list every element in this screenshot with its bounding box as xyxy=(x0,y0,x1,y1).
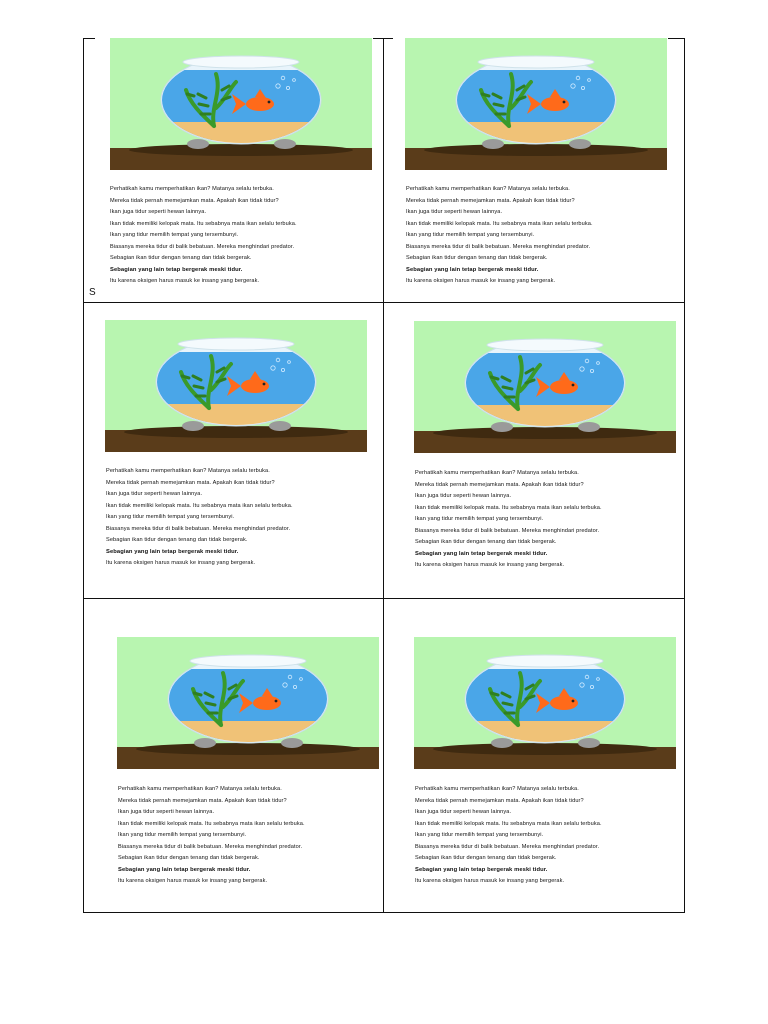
card-text-line: Ikan tidak memiliki kelopak mata. Itu sebabnya mata ikan selalu terbuka. xyxy=(415,504,602,511)
card-text-line: Itu karena oksigen harus masuk ke insang yang bergerak. xyxy=(406,278,556,284)
card-text xyxy=(415,784,602,888)
card-text-line: Sebagian ikan tidur dengan tenang dan tidak bergerak. xyxy=(415,539,557,545)
stone xyxy=(482,139,504,149)
card-text-line: Perhatikah kamu memperhatikan ikan? Matanya selalu terbuka. xyxy=(118,786,282,792)
table-shadow xyxy=(129,144,353,156)
card-text-line: Sebagian yang lain tetap bergerak meski tidur. xyxy=(118,866,251,873)
card-text-line: Ikan yang tidur memilih tempat yang tersembunyi. xyxy=(415,832,544,838)
card-text-line: Itu karena oksigen harus masuk ke insang yang bergerak. xyxy=(415,878,565,884)
goldfish-body xyxy=(550,380,578,394)
goldfish-eye xyxy=(572,700,575,703)
card-text-line: Ikan tidak memiliki kelopak mata. Itu sebabnya mata ikan selalu terbuka. xyxy=(118,820,305,827)
card-text-line: Biasanya mereka tidur di balik bebatuan. Mereka menghindari predator. xyxy=(415,843,600,850)
goldfish-eye xyxy=(563,101,566,104)
card-text-line: Sebagian ikan tidur dengan tenang dan tidak bergerak. xyxy=(406,255,548,261)
grid-border-bottom xyxy=(83,912,685,913)
card-text-line: Sebagian yang lain tetap bergerak meski tidur. xyxy=(406,266,539,273)
card-text-line: Mereka tidak pernah memejamkan mata. Apakah ikan tidak tidur? xyxy=(415,481,584,488)
table-shadow xyxy=(136,743,360,755)
bowl-rim xyxy=(183,56,299,68)
bowl-rim xyxy=(487,339,603,351)
card-text-line: Ikan tidak memiliki kelopak mata. Itu sebabnya mata ikan selalu terbuka. xyxy=(110,220,297,227)
stone xyxy=(578,422,600,432)
goldfish-body xyxy=(246,97,274,111)
bowl-rim xyxy=(190,655,306,667)
card-text xyxy=(406,184,593,288)
card-text xyxy=(110,184,297,288)
card-text-line: Ikan juga tidur seperti hewan lainnya. xyxy=(415,809,512,815)
goldfish-bowl-illustration xyxy=(414,637,676,769)
stone xyxy=(491,738,513,748)
goldfish-bowl-illustration xyxy=(117,637,379,769)
goldfish-bowl-illustration xyxy=(110,38,372,170)
card-text-line: Sebagian ikan tidur dengan tenang dan tidak bergerak. xyxy=(118,855,260,861)
card-text xyxy=(415,468,602,572)
card-text-line: Biasanya mereka tidur di balik bebatuan. Mereka menghindari predator. xyxy=(415,527,600,534)
goldfish-eye xyxy=(572,384,575,387)
stone xyxy=(281,738,303,748)
goldfish-bowl-illustration xyxy=(405,38,667,170)
goldfish-body xyxy=(541,97,569,111)
stone xyxy=(569,139,591,149)
card-text-line: Sebagian ikan tidur dengan tenang dan tidak bergerak. xyxy=(106,537,248,543)
goldfish-bowl-illustration xyxy=(414,321,676,453)
card-text-line: Mereka tidak pernah memejamkan mata. Apakah ikan tidak tidur? xyxy=(118,797,287,804)
crop-mark-top-right xyxy=(668,38,685,39)
card-text-line: Perhatikah kamu memperhatikan ikan? Matanya selalu terbuka. xyxy=(415,786,579,792)
card-text-line: Ikan yang tidur memilih tempat yang tersembunyi. xyxy=(110,232,239,238)
grid-divider-row1 xyxy=(83,302,685,303)
card-text-line: Sebagian ikan tidur dengan tenang dan tidak bergerak. xyxy=(415,855,557,861)
card-text-line: Ikan yang tidur memilih tempat yang tersembunyi. xyxy=(106,514,235,520)
crop-mark-top-center xyxy=(373,38,393,39)
bowl-rim xyxy=(178,338,294,350)
stone xyxy=(182,421,204,431)
card-text xyxy=(118,784,305,888)
bowl-rim xyxy=(478,56,594,68)
card-text-line: Itu karena oksigen harus masuk ke insang yang bergerak. xyxy=(415,562,565,568)
card-text-line: Ikan tidak memiliki kelopak mata. Itu sebabnya mata ikan selalu terbuka. xyxy=(415,820,602,827)
card-text-line: Biasanya mereka tidur di balik bebatuan. Mereka menghindari predator. xyxy=(406,243,591,250)
stone xyxy=(194,738,216,748)
goldfish-eye xyxy=(275,700,278,703)
card-text-line: Ikan tidak memiliki kelopak mata. Itu sebabnya mata ikan selalu terbuka. xyxy=(106,502,293,509)
card-text-line: Ikan juga tidur seperti hewan lainnya. xyxy=(415,493,512,499)
card-text-line: Mereka tidak pernah memejamkan mata. Apakah ikan tidak tidur? xyxy=(106,479,275,486)
card-text-line: Perhatikah kamu memperhatikan ikan? Matanya selalu terbuka. xyxy=(415,470,579,476)
card-text-line: Ikan tidak memiliki kelopak mata. Itu sebabnya mata ikan selalu terbuka. xyxy=(406,220,593,227)
stone xyxy=(274,139,296,149)
card-text-line: Perhatikah kamu memperhatikan ikan? Matanya selalu terbuka. xyxy=(110,186,274,192)
card-text-line: Ikan juga tidur seperti hewan lainnya. xyxy=(106,491,203,497)
grid-divider-row2 xyxy=(83,598,685,599)
goldfish-body xyxy=(241,379,269,393)
card-text-line: Sebagian yang lain tetap bergerak meski tidur. xyxy=(110,266,243,273)
goldfish-bowl-illustration xyxy=(105,320,367,452)
card-text-line: Mereka tidak pernah memejamkan mata. Apakah ikan tidak tidur? xyxy=(110,197,279,204)
goldfish-eye xyxy=(263,383,266,386)
card-text-line: Perhatikah kamu memperhatikan ikan? Matanya selalu terbuka. xyxy=(106,468,270,474)
crop-mark-top-left xyxy=(83,38,95,39)
card-text-line: Ikan juga tidur seperti hewan lainnya. xyxy=(110,209,207,215)
stone xyxy=(187,139,209,149)
card-text xyxy=(106,466,293,570)
table-shadow xyxy=(124,426,348,438)
table-shadow xyxy=(424,144,648,156)
card-text-line: Sebagian yang lain tetap bergerak meski tidur. xyxy=(415,550,548,557)
goldfish-body xyxy=(550,696,578,710)
grid-border-right xyxy=(684,38,685,913)
card-text-line: Itu karena oksigen harus masuk ke insang yang bergerak. xyxy=(110,278,260,284)
card-text-line: Mereka tidak pernah memejamkan mata. Apakah ikan tidak tidur? xyxy=(406,197,575,204)
goldfish-eye xyxy=(268,101,271,104)
table-shadow xyxy=(433,427,657,439)
card-text-line: Ikan juga tidur seperti hewan lainnya. xyxy=(406,209,503,215)
table-shadow xyxy=(433,743,657,755)
card-text-line: Ikan juga tidur seperti hewan lainnya. xyxy=(118,809,215,815)
card-text-line: Biasanya mereka tidur di balik bebatuan. Mereka menghindari predator. xyxy=(110,243,295,250)
card-text-line: Sebagian yang lain tetap bergerak meski tidur. xyxy=(106,548,239,555)
card-text-line: Mereka tidak pernah memejamkan mata. Apakah ikan tidak tidur? xyxy=(415,797,584,804)
stone xyxy=(578,738,600,748)
stone xyxy=(269,421,291,431)
grid-divider-vertical xyxy=(383,38,384,913)
card-text-line: Biasanya mereka tidur di balik bebatuan. Mereka menghindari predator. xyxy=(106,525,291,532)
stone xyxy=(491,422,513,432)
card-text-line: Perhatikah kamu memperhatikan ikan? Matanya selalu terbuka. xyxy=(406,186,570,192)
card-text-line: Ikan yang tidur memilih tempat yang tersembunyi. xyxy=(118,832,247,838)
card-text-line: Sebagian yang lain tetap bergerak meski tidur. xyxy=(415,866,548,873)
bowl-rim xyxy=(487,655,603,667)
goldfish-body xyxy=(253,696,281,710)
card-text-line: Ikan yang tidur memilih tempat yang tersembunyi. xyxy=(415,516,544,522)
card-text-line: Sebagian ikan tidur dengan tenang dan tidak bergerak. xyxy=(110,255,252,261)
grid-border-left xyxy=(83,38,84,913)
card-text-line: Ikan yang tidur memilih tempat yang tersembunyi. xyxy=(406,232,535,238)
card-text-line: Itu karena oksigen harus masuk ke insang yang bergerak. xyxy=(106,560,256,566)
card-text-line: Itu karena oksigen harus masuk ke insang yang bergerak. xyxy=(118,878,268,884)
card-text-line: Biasanya mereka tidur di balik bebatuan. Mereka menghindari predator. xyxy=(118,843,303,850)
stray-letter: S xyxy=(89,287,96,298)
